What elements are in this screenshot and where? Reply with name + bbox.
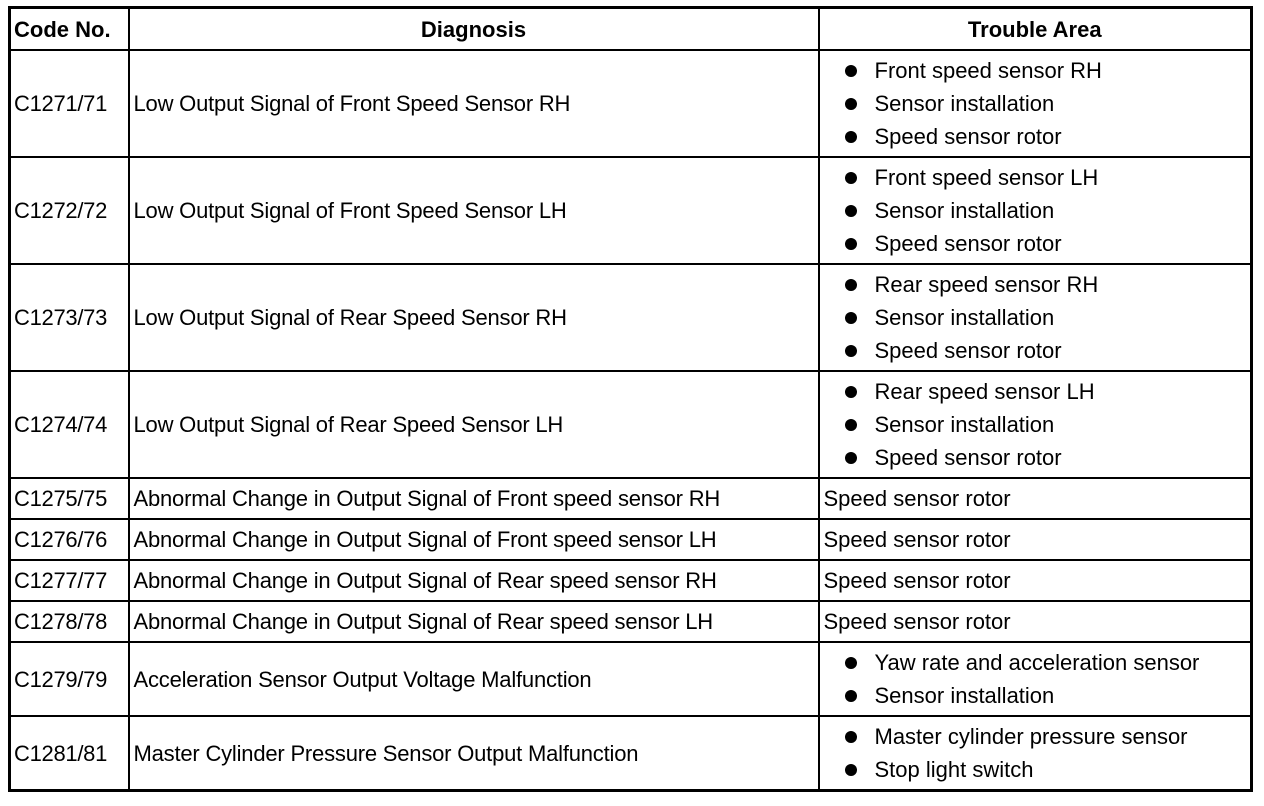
table-row [10,50,1252,157]
trouble-area-text: Sensor installation [874,412,1055,437]
bullet-icon [845,764,857,776]
trouble-area-cell [819,264,1252,371]
header-trouble-area: Trouble Area [819,8,1252,51]
diagnosis-cell: Acceleration Sensor Output Voltage Malfunction [129,642,819,716]
code-cell: C1275/75 [10,478,129,519]
trouble-area-text: Master cylinder pressure sensor [874,724,1188,749]
bullet-icon [845,690,857,702]
trouble-area-text: Speed sensor rotor [874,445,1062,470]
trouble-area-item [824,408,1251,441]
bullet-icon [845,98,857,110]
table-row [10,560,1252,601]
trouble-area-item [824,679,1251,712]
trouble-area-list [824,161,1251,260]
diagnosis-cell: Abnormal Change in Output Signal of Front speed sensor RH [129,478,819,519]
trouble-area-list [824,54,1251,153]
table-row [10,716,1252,791]
table-row [10,519,1252,560]
trouble-area-item [824,720,1251,753]
bullet-icon [845,238,857,250]
code-cell: C1271/71 [10,50,129,157]
trouble-area-cell [819,642,1252,716]
trouble-area-item [824,441,1251,474]
bullet-icon [845,131,857,143]
bullet-icon [845,312,857,324]
trouble-area-item [824,646,1251,679]
table-row [10,264,1252,371]
diagnostic-code-table [8,6,1253,792]
trouble-area-text: Rear speed sensor RH [874,272,1099,297]
trouble-area-item [824,87,1251,120]
trouble-area-text: Stop light switch [874,757,1034,782]
code-cell: C1276/76 [10,519,129,560]
trouble-area-cell [819,371,1252,478]
bullet-icon [845,419,857,431]
bullet-icon [845,172,857,184]
trouble-area-item [824,753,1251,786]
bullet-icon [845,345,857,357]
trouble-area-item [824,161,1251,194]
trouble-area-list [824,646,1251,712]
trouble-area-text: Front speed sensor RH [874,58,1102,83]
trouble-area-cell: Speed sensor rotor [819,601,1252,642]
diagnosis-cell: Low Output Signal of Rear Speed Sensor LH [129,371,819,478]
trouble-area-cell: Speed sensor rotor [819,560,1252,601]
code-cell: C1279/79 [10,642,129,716]
trouble-area-cell: Speed sensor rotor [819,478,1252,519]
trouble-area-list [824,720,1251,786]
diagnosis-cell: Low Output Signal of Rear Speed Sensor RH [129,264,819,371]
table-header-row [10,8,1252,51]
bullet-icon [845,205,857,217]
header-diagnosis: Diagnosis [129,8,819,51]
trouble-area-text: Front speed sensor LH [874,165,1099,190]
diagnosis-cell: Master Cylinder Pressure Sensor Output Malfunction [129,716,819,791]
code-cell: C1278/78 [10,601,129,642]
diagnosis-cell: Low Output Signal of Front Speed Sensor LH [129,157,819,264]
trouble-area-text: Yaw rate and acceleration sensor [874,650,1200,675]
code-cell: C1281/81 [10,716,129,791]
trouble-area-text: Speed sensor rotor [874,338,1062,363]
code-cell: C1273/73 [10,264,129,371]
bullet-icon [845,386,857,398]
trouble-area-list [824,375,1251,474]
trouble-area-list [824,268,1251,367]
trouble-area-item [824,227,1251,260]
bullet-icon [845,731,857,743]
trouble-area-text: Sensor installation [874,198,1055,223]
trouble-area-item [824,268,1251,301]
trouble-area-item [824,120,1251,153]
trouble-area-cell [819,716,1252,791]
table-row [10,601,1252,642]
table-row [10,371,1252,478]
trouble-area-item [824,54,1251,87]
code-cell: C1274/74 [10,371,129,478]
diagnostic-code-table-sheet [8,6,1250,792]
trouble-area-item [824,375,1251,408]
table-row [10,642,1252,716]
trouble-area-text: Sensor installation [874,91,1055,116]
trouble-area-text: Rear speed sensor LH [874,379,1095,404]
bullet-icon [845,65,857,77]
diagnosis-cell: Abnormal Change in Output Signal of Rear speed sensor LH [129,601,819,642]
diagnosis-cell: Low Output Signal of Front Speed Sensor RH [129,50,819,157]
trouble-area-cell [819,157,1252,264]
diagnosis-cell: Abnormal Change in Output Signal of Rear speed sensor RH [129,560,819,601]
bullet-icon [845,452,857,464]
trouble-area-cell: Speed sensor rotor [819,519,1252,560]
table-row [10,478,1252,519]
bullet-icon [845,657,857,669]
table-row [10,157,1252,264]
trouble-area-text: Sensor installation [874,683,1055,708]
header-code-no: Code No. [10,8,129,51]
trouble-area-cell [819,50,1252,157]
diagnosis-cell: Abnormal Change in Output Signal of Front speed sensor LH [129,519,819,560]
code-cell: C1277/77 [10,560,129,601]
trouble-area-text: Speed sensor rotor [874,124,1062,149]
trouble-area-text: Speed sensor rotor [874,231,1062,256]
code-cell: C1272/72 [10,157,129,264]
trouble-area-text: Sensor installation [874,305,1055,330]
trouble-area-item [824,301,1251,334]
trouble-area-item [824,194,1251,227]
bullet-icon [845,279,857,291]
trouble-area-item [824,334,1251,367]
